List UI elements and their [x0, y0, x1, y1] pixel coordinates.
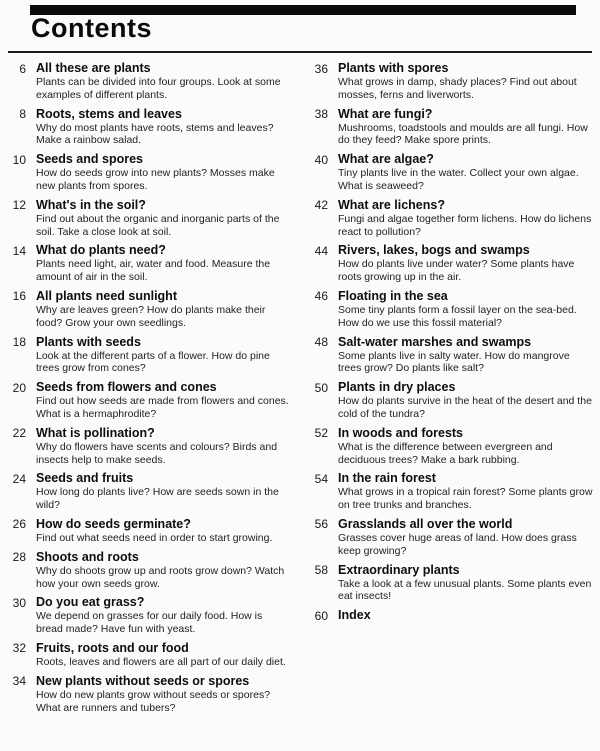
toc-entry-text	[338, 198, 594, 239]
toc-entry-description: Plants can be divided into four groups. Look at some examples of different plants.	[36, 76, 281, 101]
toc-entry-title: Plants with spores	[338, 61, 449, 75]
toc-page-number: 22	[12, 426, 26, 441]
toc-entry	[4, 641, 292, 669]
toc-entry-description: How do plants survive in the heat of the desert and the cold of the tundra?	[338, 395, 592, 420]
toc-entry-title: What are lichens?	[338, 197, 445, 212]
toc-entry	[306, 426, 594, 467]
toc-entry-title: Plants in dry places	[338, 380, 456, 395]
toc-entry	[306, 335, 594, 376]
toc-entry-description: Fungi and algae together form lichens. How do lichens react to pollution?	[338, 212, 592, 238]
toc-entry-text	[36, 198, 292, 239]
toc-entry	[4, 471, 292, 512]
toc-page-number: 40	[314, 152, 328, 167]
toc-entry-title: What are algae?	[338, 152, 434, 167]
toc-entry	[4, 595, 292, 636]
toc-page-number: 20	[12, 380, 26, 395]
toc-entry-text	[338, 517, 594, 558]
title-divider	[8, 51, 592, 53]
toc-page-number: 28	[12, 550, 26, 565]
toc-entry-text	[36, 107, 292, 148]
toc-entry	[4, 426, 292, 467]
toc-entry-title: What are fungi?	[338, 106, 433, 121]
toc-entry-title: Extraordinary plants	[338, 562, 460, 577]
toc-entry-title: Rivers, lakes, bogs and swamps	[338, 243, 530, 258]
toc-page-number: 30	[12, 595, 26, 610]
left-column	[4, 61, 292, 719]
toc-entry-description: Why do shoots grow up and roots grow down? Watch how your own seeds grow.	[36, 564, 285, 590]
toc-entry-description: How do plants live under water? Some plants have roots growing up in the air.	[338, 258, 575, 284]
toc-page-number: 38	[314, 107, 328, 122]
toc-entry-title: All plants need sunlight	[36, 288, 177, 303]
toc-entry-title: All these are plants	[36, 61, 151, 75]
toc-entry	[306, 608, 594, 623]
toc-entry	[4, 243, 292, 284]
toc-entry-text	[338, 289, 594, 330]
toc-entry-title: Seeds and spores	[36, 152, 143, 167]
toc-entry-description: How do seeds grow into new plants? Mosses make new plants from spores.	[36, 167, 275, 192]
toc-page-number: 32	[12, 641, 26, 656]
toc-entry-title: Salt-water marshes and swamps	[338, 334, 532, 349]
toc-entry-title: Seeds from flowers and cones	[36, 380, 217, 395]
toc-entry	[4, 289, 292, 330]
toc-entry-description: Some tiny plants form a fossil layer on the sea-bed. How do we use this fossil material?	[338, 303, 577, 329]
toc-entry	[306, 107, 594, 148]
toc-entry-description: Tiny plants live in the water. Collect your own algae. What is seaweed?	[338, 167, 579, 192]
toc-page-number: 14	[12, 243, 26, 258]
toc-entry-text	[36, 674, 292, 715]
toc-entry-text	[338, 243, 594, 284]
toc-entry-text	[36, 61, 292, 102]
toc-page-number: 10	[12, 152, 26, 167]
toc-entry-text	[36, 380, 292, 421]
toc-entry	[306, 198, 594, 239]
toc-page-number: 34	[12, 674, 26, 689]
toc-entry-text	[36, 335, 292, 376]
toc-entry-text	[338, 471, 594, 512]
toc-entry	[4, 550, 292, 591]
toc-page-number: 36	[314, 61, 328, 76]
toc-entry	[4, 61, 292, 102]
toc-page-number: 8	[19, 107, 26, 122]
toc-entry-text	[36, 426, 292, 467]
toc-entry-description: How long do plants live? How are seeds sown in the wild?	[36, 486, 279, 512]
toc-entry-title: Floating in the sea	[338, 288, 448, 303]
toc-entry-description: Plants need light, air, water and food. Measure the amount of air in the soil.	[36, 258, 271, 284]
toc-entry-text	[36, 289, 292, 330]
toc-entry-description: Why do most plants have roots, stems and leaves? Make a rainbow salad.	[36, 121, 274, 147]
toc-entry-description: How do new plants grow without seeds or spores? What are runners and tubers?	[36, 688, 271, 714]
toc-entry	[4, 107, 292, 148]
toc-entry	[4, 517, 292, 545]
right-column	[306, 61, 594, 719]
toc-entry-title: In woods and forests	[338, 425, 464, 440]
columns-container	[4, 61, 594, 719]
toc-entry-title: What's in the soil?	[36, 197, 146, 212]
toc-page-number: 12	[12, 198, 26, 213]
toc-entry-description: Find out about the organic and inorganic parts of the soil. Take a close look at soil.	[36, 212, 280, 238]
toc-entry	[306, 289, 594, 330]
toc-page-number: 26	[12, 517, 26, 532]
toc-entry	[306, 517, 594, 558]
toc-entry-title: Do you eat grass?	[36, 595, 145, 610]
toc-entry-description: Take a look at a few unusual plants. Some plants even eat insects!	[338, 577, 592, 603]
toc-page-number: 46	[314, 289, 328, 304]
toc-entry	[4, 380, 292, 421]
toc-entry-title: Fruits, roots and our food	[36, 640, 189, 655]
toc-page-number: 24	[12, 471, 26, 486]
toc-entry	[306, 61, 594, 102]
toc-entry	[4, 674, 292, 715]
toc-entry-text	[36, 595, 292, 636]
toc-entry-title: Roots, stems and leaves	[36, 106, 182, 121]
toc-page-number: 16	[12, 289, 26, 304]
toc-entry	[306, 563, 594, 604]
toc-entry	[306, 471, 594, 512]
toc-entry-title: What do plants need?	[36, 243, 166, 258]
toc-entry	[306, 380, 594, 421]
toc-entry-description: Some plants live in salty water. How do mangrove trees grow? Do plants like salt?	[338, 349, 570, 375]
toc-entry-title: Shoots and roots	[36, 549, 139, 564]
toc-entry-description: Roots, leaves and flowers are all part of our daily diet.	[36, 655, 286, 668]
toc-entry	[4, 198, 292, 239]
toc-entry-description: What grows in a tropical rain forest? Some plants grow on tree trunks and branches.	[338, 486, 593, 512]
toc-page-number: 60	[314, 608, 328, 623]
toc-entry-title: How do seeds germinate?	[36, 516, 191, 531]
toc-entry-description: Grasses cover huge areas of land. How does grass keep growing?	[338, 531, 577, 557]
toc-page-number: 18	[12, 335, 26, 350]
toc-page-number: 50	[314, 380, 328, 395]
toc-entry-description: Why do flowers have scents and colours? Birds and insects help to make seeds.	[36, 440, 278, 466]
toc-entry-description: Find out what seeds need in order to start growing.	[36, 531, 273, 544]
toc-page-number: 54	[314, 471, 328, 486]
toc-page-number: 44	[314, 243, 328, 258]
toc-entry-description: Find out how seeds are made from flowers and cones. What is a hermaphrodite?	[36, 395, 289, 420]
toc-page-number: 56	[314, 517, 328, 532]
toc-entry-title: In the rain forest	[338, 471, 436, 486]
toc-page-number: 52	[314, 426, 328, 441]
toc-entry-text	[36, 517, 272, 545]
toc-page-number: 42	[314, 198, 328, 213]
toc-entry	[4, 335, 292, 376]
toc-entry-text	[36, 243, 292, 284]
toc-entry-description: What is the difference between evergreen and deciduous trees? Make a bark rubbing.	[338, 440, 553, 466]
toc-entry	[306, 152, 594, 193]
toc-entry-title: New plants without seeds or spores	[36, 673, 250, 688]
toc-entry-text	[338, 107, 594, 148]
toc-entry-text	[338, 608, 371, 622]
toc-entry-title: Grasslands all over the world	[338, 516, 513, 531]
toc-entry-text	[338, 380, 594, 421]
toc-entry	[306, 243, 594, 284]
toc-entry-text	[338, 563, 594, 604]
toc-entry-title: Index	[338, 608, 371, 623]
toc-entry	[4, 152, 292, 193]
toc-entry-text	[36, 152, 292, 193]
toc-entry-text	[338, 335, 594, 376]
toc-entry-title: Plants with seeds	[36, 334, 141, 349]
toc-page-number: 48	[314, 335, 328, 350]
toc-entry-text	[338, 61, 594, 102]
toc-entry-text	[36, 550, 292, 591]
toc-entry-description: Look at the different parts of a flower. How do pine trees grow from cones?	[36, 349, 270, 375]
toc-entry-description: Why are leaves green? How do plants make their food? Grow your own seedlings.	[36, 303, 266, 329]
page-title: Contents	[31, 13, 152, 43]
toc-entry-description: What grows in damp, shady places? Find out about mosses, ferns and liverworts.	[338, 76, 577, 101]
toc-entry-title: What is pollination?	[36, 425, 155, 440]
toc-entry-text	[338, 426, 594, 467]
toc-entry-text	[36, 471, 292, 512]
toc-entry-description: We depend on grasses for our daily food. How is bread made? Have fun with yeast.	[36, 610, 263, 636]
toc-entry-description: Mushrooms, toadstools and moulds are all fungi. How do they feed? Make spore prints.	[338, 121, 588, 147]
toc-entry-title: Seeds and fruits	[36, 471, 134, 486]
toc-entry-text	[338, 152, 594, 193]
toc-page-number: 58	[314, 563, 328, 578]
toc-entry-text	[36, 641, 286, 669]
toc-page-number: 6	[19, 61, 26, 76]
